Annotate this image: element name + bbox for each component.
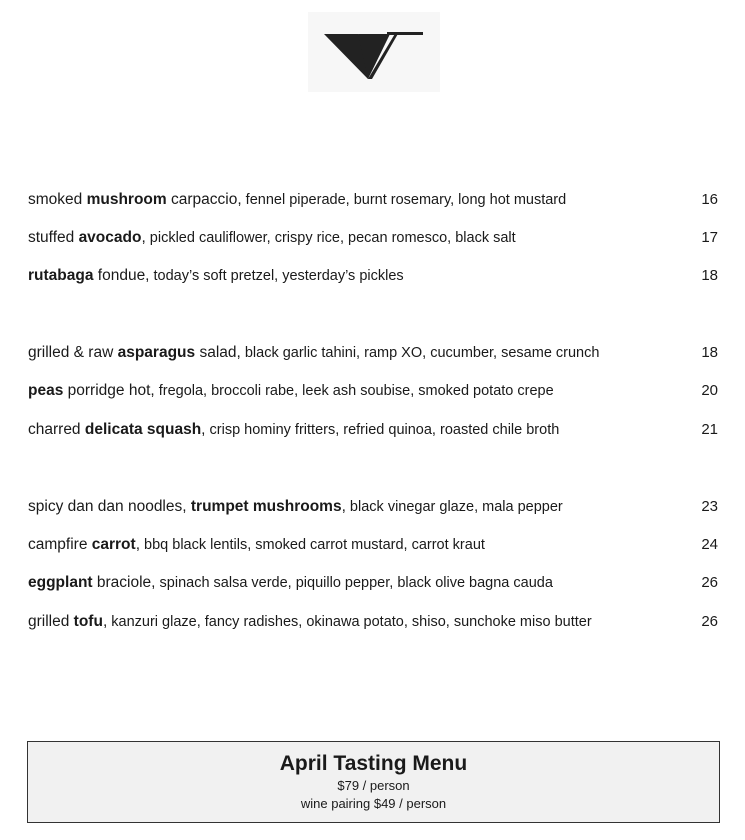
dish-lead: spicy dan dan noodles, (28, 498, 191, 515)
menu-item-text (28, 380, 554, 402)
dish-description: fregola, broccoli rabe, leek ash soubise, smoked potato crepe (154, 383, 554, 399)
dish-description: black garlic tahini, ramp XO, cucumber, sesame crunch (240, 345, 600, 361)
menu-item (28, 419, 718, 441)
dish-highlight: rutabaga (28, 267, 94, 284)
dish-price: 17 (701, 229, 718, 246)
menu-item (28, 189, 718, 211)
dish-price: 18 (701, 267, 718, 284)
dish-trail: , (201, 421, 206, 438)
dish-trail: , (102, 613, 108, 630)
menu-item-text (28, 342, 599, 364)
menu-item (28, 534, 718, 556)
dish-trail: braciole, (92, 574, 156, 591)
dish-price: 16 (701, 191, 718, 208)
dish-lead: grilled (28, 613, 74, 630)
dish-price: 24 (701, 536, 718, 553)
dish-lead: charred (28, 421, 85, 438)
dish-lead: stuffed (28, 229, 79, 246)
dish-trail: , (141, 229, 146, 246)
dish-highlight: delicata squash (84, 421, 202, 438)
dish-highlight: eggplant (28, 574, 93, 591)
dish-highlight: peas (28, 382, 64, 399)
dish-trail: , (341, 498, 346, 515)
dish-price: 23 (701, 498, 718, 515)
dish-lead: grilled & raw (28, 344, 118, 361)
menu-item-text (28, 611, 592, 633)
menu-item-text (28, 265, 404, 287)
v-logo-icon (308, 12, 440, 92)
menu-item-text (28, 227, 516, 249)
dish-highlight: trumpet mushrooms (190, 498, 342, 515)
dish-trail: , (135, 536, 140, 553)
menu-item-text (28, 419, 559, 441)
menu-item (28, 342, 718, 364)
dish-price: 21 (701, 421, 718, 438)
menu-item-text (28, 496, 563, 518)
dish-description: fennel piperade, burnt rosemary, long hot mustard (241, 192, 567, 208)
dish-description: today’s soft pretzel, yesterday’s pickles (149, 268, 404, 284)
dish-price: 20 (701, 382, 718, 399)
menu-item (28, 380, 718, 402)
menu-item-text (28, 189, 566, 211)
dish-price: 26 (701, 574, 718, 591)
dish-highlight: tofu (73, 613, 103, 630)
dish-highlight: carrot (91, 536, 136, 553)
dish-description: kanzuri glaze, fancy radishes, okinawa potato, shiso, sunchoke miso butter (107, 614, 592, 630)
dish-description: crisp hominy fritters, refried quinoa, roasted chile broth (205, 422, 560, 438)
restaurant-logo (308, 12, 440, 92)
dish-price: 18 (701, 344, 718, 361)
menu-item (28, 265, 718, 287)
dish-highlight: avocado (78, 229, 142, 246)
dish-lead: smoked (28, 191, 87, 208)
dish-trail: fondue, (93, 267, 150, 284)
menu-item-text (28, 534, 485, 556)
menu-item (28, 227, 718, 249)
dish-highlight: mushroom (86, 191, 167, 208)
menu-item (28, 611, 718, 633)
dish-description: black vinegar glaze, mala pepper (345, 499, 563, 515)
dish-description: pickled cauliflower, crispy rice, pecan romesco, black salt (145, 230, 516, 246)
menu-item (28, 496, 718, 518)
dish-price: 26 (701, 613, 718, 630)
dish-trail: porridge hot, (63, 382, 155, 399)
tasting-menu-title: April Tasting Menu (279, 752, 468, 775)
tasting-menu-price: $79 / person (337, 778, 410, 793)
menu-item (28, 572, 718, 594)
dish-trail: salad, (195, 344, 241, 361)
wine-pairing-price: wine pairing $49 / person (300, 796, 447, 811)
dish-description: bbq black lentils, smoked carrot mustard, carrot kraut (140, 537, 485, 553)
tasting-menu-box (27, 741, 720, 823)
dish-lead: campfire (28, 536, 92, 553)
menu-item-text (28, 572, 553, 594)
dish-highlight: asparagus (117, 344, 196, 361)
dish-description: spinach salsa verde, piquillo pepper, black olive bagna cauda (155, 575, 553, 591)
dish-trail: carpaccio, (166, 191, 242, 208)
